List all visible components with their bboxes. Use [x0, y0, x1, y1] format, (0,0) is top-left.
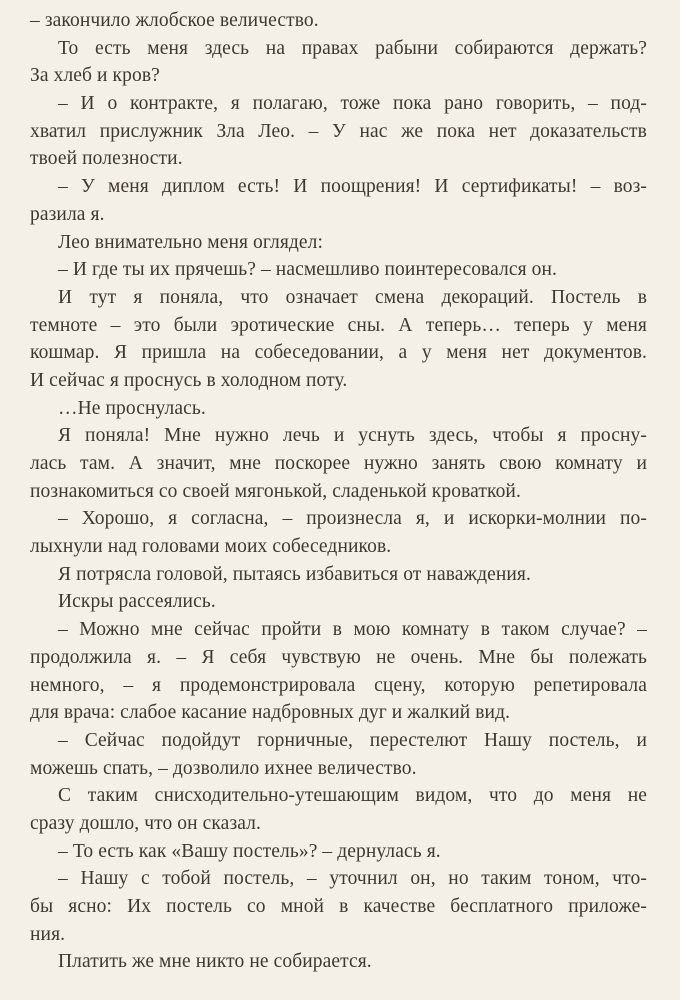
text-line: За хлеб и кров? — [30, 65, 160, 87]
text-line: для врача: слабое касание надбровных дуг и жалкий вид. — [30, 702, 511, 724]
text-line: То есть меня здесь на правах рабыни собираются держать? — [58, 37, 647, 59]
text-line: – То есть как «Вашу постель»? – дернулась я. — [58, 840, 441, 862]
text-line: – закончило жлобское величество. — [30, 10, 319, 31]
text-line: немного, – я продемонстрировала сцену, которую репетировала — [30, 674, 647, 696]
text-line: лась там. А значит, мне поскорее нужно занять свою комнату и — [30, 453, 647, 474]
text-line: И сейчас я проснусь в холодном поту. — [30, 369, 348, 391]
text-line: разила я. — [30, 203, 105, 225]
text-line: С таким снисходительно-утешающим видом, что до меня не — [58, 785, 647, 807]
text-line: можешь спать, – дозволило ихнее величество. — [30, 757, 417, 779]
text-line: – И о контракте, я полагаю, тоже пока рано говорить, – под- — [58, 93, 647, 115]
text-line: – Хорошо, я согласна, – произнесла я, и искорки-молнии по- — [58, 508, 647, 530]
text-line: сразу дошло, что он сказал. — [30, 812, 261, 834]
text-line: Лео внимательно меня оглядел: — [58, 231, 324, 253]
text-line: продолжила я. – Я себя чувствую не очень. Мне бы полежать — [30, 646, 647, 668]
text-line: твоей полезности. — [30, 148, 183, 170]
text-line: – Сейчас подойдут горничные, перестелют Нашу постель, и — [58, 729, 647, 751]
text-line: познакомиться со своей мягонькой, сладенькой кроваткой. — [30, 480, 521, 502]
text-line: – Нашу с тобой постель, – уточнил он, но таким тоном, что- — [58, 868, 647, 890]
text-line: И тут я поняла, что означает смена декораций. Постель в — [58, 286, 647, 308]
text-line: …Не проснулась. — [58, 397, 206, 419]
page-text-block — [30, 7, 647, 976]
text-line: Я поняла! Мне нужно лечь и уснуть здесь, чтобы я просну- — [58, 425, 647, 447]
text-line: – У меня диплом есть! И поощрения! И сертификаты! – воз- — [58, 176, 647, 198]
text-line: Платить же мне никто не собирается. — [58, 951, 372, 973]
text-line: хватил прислужник Зла Лео. – У нас же пока нет доказательств — [30, 120, 647, 142]
text-line: Искры рассеялись. — [58, 591, 216, 613]
text-line: ния. — [30, 923, 66, 945]
text-line: темноте – это были эротические сны. А теперь… теперь у меня — [30, 314, 647, 336]
text-line: кошмар. Я пришла на собеседовании, а у меня нет документов. — [30, 342, 647, 364]
text-line: лыхнули над головами моих собеседников. — [30, 536, 392, 558]
text-line: бы ясно: Их постель со мной в качестве бесплатного приложе- — [30, 896, 647, 917]
text-line: Я потрясла головой, пытаясь избавиться от наваждения. — [58, 563, 531, 585]
text-line: – Можно мне сейчас пройти в мою комнату в таком случае? – — [58, 619, 647, 641]
text-line: – И где ты их прячешь? – насмешливо поинтересовался он. — [58, 259, 558, 281]
